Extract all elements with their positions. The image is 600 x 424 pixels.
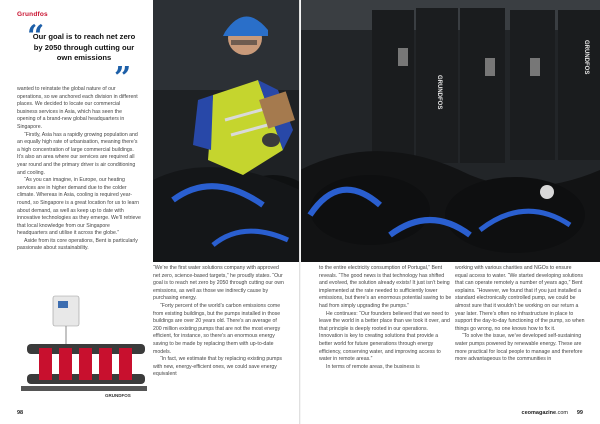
paragraph: wanted to reinstate the global nature of our operations, so we anchored each division in different places. We decided to locate our commercial business services in Asia, which has seen the opening of a brand-new global headquarters in Singapore. [17, 86, 138, 130]
paragraph: “Firstly, Asia has a rapidly growing population and an equally high rate of urbanisation, meaning there’s a high concentration of large commercial buildings. It’s also an area where our services are required all year round and the primary driver is air conditioning and cooling. [17, 131, 138, 176]
pump-product-image [17, 290, 150, 402]
page-number-left: 98 [17, 410, 24, 416]
paragraph: “We’re the first water solutions company with approved net zero, science-based targets,” he proudly states. “Our goal is to reach net zero by 2050 through cutting our own emissions, as well as those we indirectly cause by purchasing energy. [153, 265, 284, 302]
pump-room-photo [300, 0, 600, 262]
cabinet-brand-text-2: GRUNDFOS [583, 40, 589, 75]
paragraph: Aside from its core operations, Bent is particularly passionate about sustainability. [17, 237, 138, 252]
close-quote-icon: ” [114, 61, 132, 96]
pull-quote [22, 19, 140, 96]
paragraph: “To solve the issue, we’ve developed self-sustaining water pumps powered by renewable energy. These are more practical for local people to manage and therefore more advantageous to the communities in [455, 333, 583, 363]
paragraph: “In fact, we estimate that by replacing existing pumps with new, energy-efficient ones, we could save energy equivalent [153, 356, 282, 378]
site-footer [522, 410, 568, 416]
paragraph: In terms of remote areas, the business is [326, 363, 420, 370]
worker-photo [153, 0, 300, 262]
paragraph: to the entire electricity consumption of Portugal,” Bent reveals. “The good news is that technology has shifted and evolved, the solution already exists! It just isn’t being implemented at the rate needed to sufficiently lower emissions, but there’s an enormous potential saving to be had from simply upgrading the pumps.” [319, 265, 452, 309]
site-tld: .com [556, 410, 568, 416]
page-number-right: 99 [576, 410, 583, 416]
body-column-2 [153, 265, 285, 379]
cabinet-brand-text: GRUNDFOS [436, 75, 442, 110]
body-column-4 [455, 265, 585, 364]
paragraph: “As you can imagine, in Europe, our heating services are in higher demand due to the colder climate. Whereas in Asia, cooling is required year-round, so Singapore is a great location for us to learn about demand, as well as keep up to date with innovative technologies as they emerge. We’ll retrieve that local knowledge from our Singapore headquarters and utilise it across the globe.” [17, 177, 141, 237]
pull-quote-text: Our goal is to reach net zero by 2050 through cutting our own emissions [32, 32, 136, 62]
pump-brand-text: GRUNDFOS [105, 393, 131, 398]
site-name: ceomagazine [521, 410, 557, 416]
paragraph: He continues: “Our founders believed that we need to leave the world in a better place than we took it over, and that principle is deeply rooted in our operations. Innovation is key to creating solutions that provide a better world for future generations through energy efficiency, conserving water, and improving access to water in remote areas.” [319, 310, 450, 363]
paragraph: working with various charities and NGOs to ensure equal access to water. “We started developing solutions that can operate remotely a number of years ago,” Bent explains. “However, we found that if you just installed a standard electronically controlled pump, we could be almost sure that it wouldn’t be working on our return a year later. There’s often no infrastructure in place to support the day-to-day functioning of the pump, so when things go wrong, no one knows how to fix it. [455, 265, 585, 332]
body-column-1 [17, 86, 141, 253]
section-label: Grundfos [17, 11, 48, 18]
page-gutter [299, 0, 301, 424]
paragraph: “Forty percent of the world’s carbon emissions come from existing buildings, but the pumps installed in those buildings are over 20 years old. There’s an average of 200 million existing pumps that are not the most energy efficient, for instance, so there’s an enormous energy saving to be made by replacing them with up-to-date models. [153, 302, 281, 355]
open-quote-icon: “ [27, 19, 45, 54]
body-column-3 [319, 265, 452, 371]
